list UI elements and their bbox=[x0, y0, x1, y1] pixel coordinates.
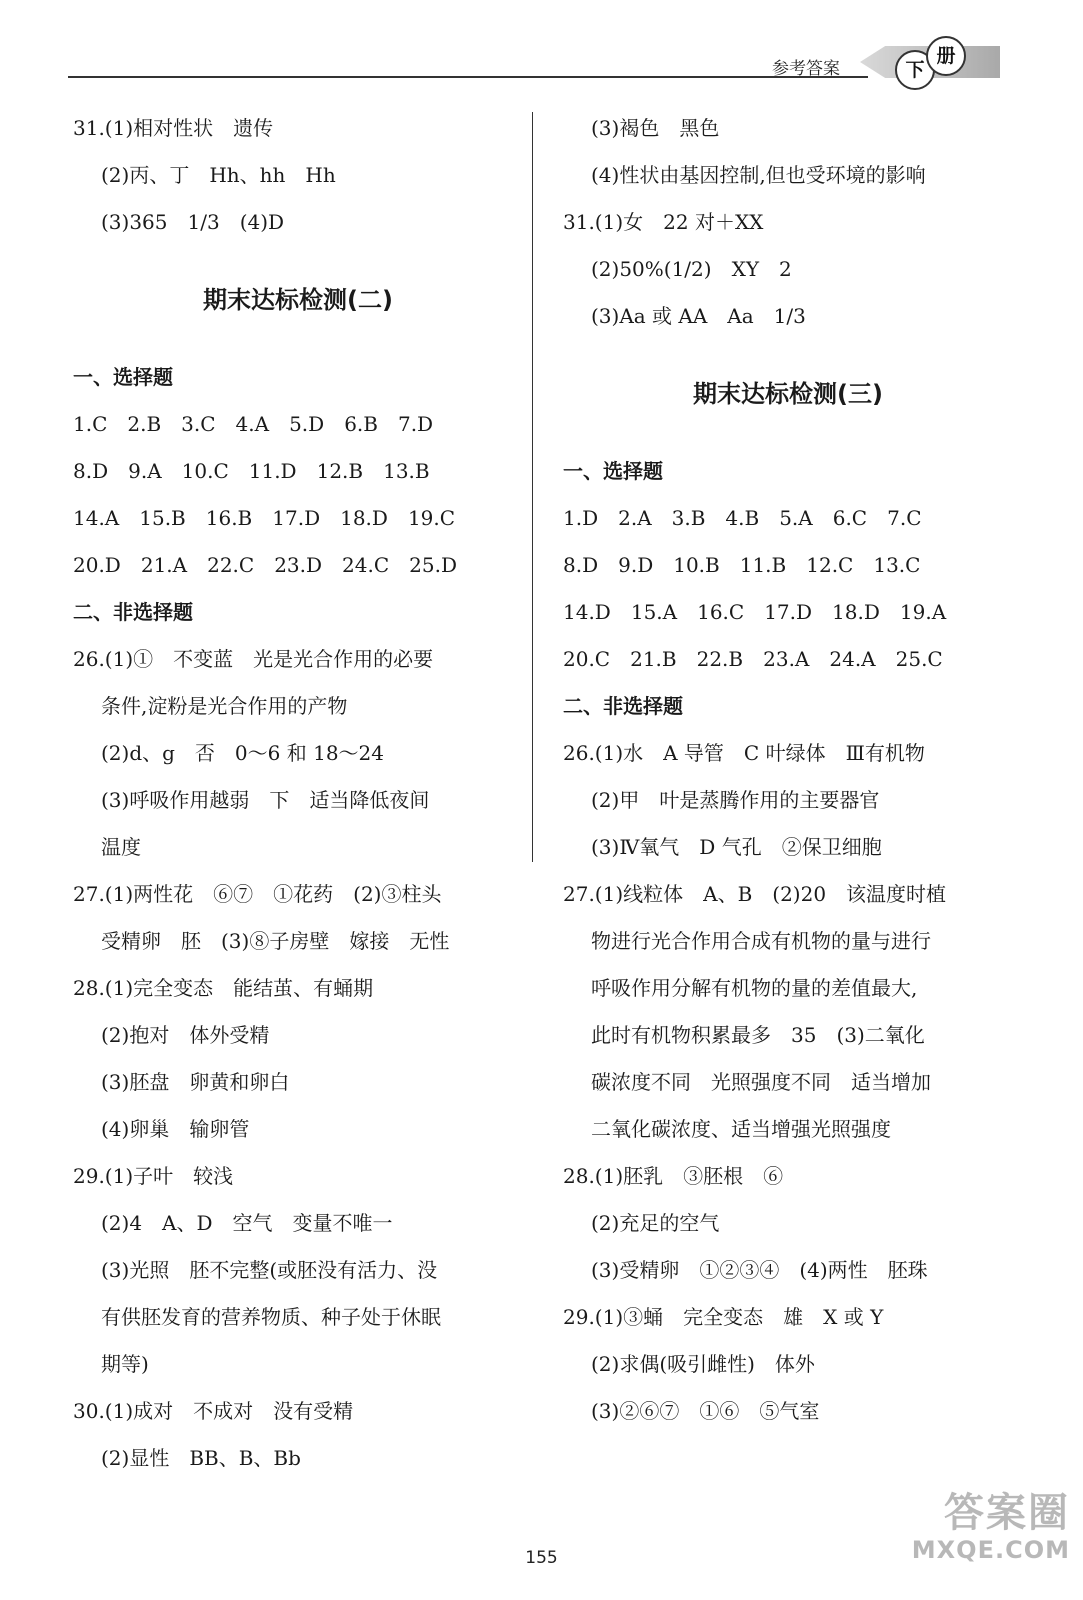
answer-line: 受精卵 胚 (3)⑧子房壁 嫁接 无性 bbox=[101, 929, 450, 953]
answer-line: (3)365 1/3 (4)D bbox=[101, 210, 285, 234]
choice-line: 20.C 21.B 22.B 23.A 24.A 25.C bbox=[563, 647, 943, 671]
left-column bbox=[73, 105, 523, 1482]
answer-line: (3)胚盘 卵黄和卵白 bbox=[101, 1070, 290, 1094]
answer-line: 27.(1)两性花 ⑥⑦ ①花药 (2)③柱头 bbox=[73, 882, 442, 906]
watermark-top: 答案圈 bbox=[944, 1490, 1070, 1536]
page-header bbox=[0, 0, 1083, 90]
answer-line: (4)性状由基因控制,但也受环境的影响 bbox=[591, 163, 926, 187]
column-divider bbox=[532, 112, 533, 862]
answer-line: 28.(1)完全变态 能结茧、有蛹期 bbox=[73, 976, 374, 1000]
answer-line: (4)卵巢 输卵管 bbox=[101, 1117, 250, 1141]
answer-line: (3)Aa 或 AA Aa 1/3 bbox=[591, 304, 806, 328]
answer-line: 29.(1)子叶 较浅 bbox=[73, 1164, 234, 1188]
right-column bbox=[563, 105, 1013, 1435]
answer-line: (2)显性 BB、B、Bb bbox=[101, 1446, 301, 1470]
choice-line: 1.D 2.A 3.B 4.B 5.A 6.C 7.C bbox=[563, 506, 922, 530]
volume-badge-right: 册 bbox=[926, 36, 966, 76]
answer-line: 温度 bbox=[101, 835, 141, 859]
section-heading: 二、非选择题 bbox=[73, 600, 193, 624]
choice-line: 1.C 2.B 3.C 4.A 5.D 6.B 7.D bbox=[73, 412, 434, 436]
header-label: 参考答案 bbox=[772, 59, 840, 79]
answer-line: 二氧化碳浓度、适当增强光照强度 bbox=[591, 1117, 891, 1141]
answer-line: 26.(1)水 A 导管 C 叶绿体 Ⅲ有机物 bbox=[563, 741, 925, 765]
volume-badge-left: 下 bbox=[895, 50, 935, 90]
choice-line: 8.D 9.D 10.B 11.B 12.C 13.C bbox=[563, 553, 921, 577]
answer-line: (3)②⑥⑦ ①⑥ ⑤气室 bbox=[591, 1399, 820, 1423]
watermark bbox=[900, 1490, 1070, 1564]
answer-line: 28.(1)胚乳 ③胚根 ⑥ bbox=[563, 1164, 784, 1188]
answer-line: 碳浓度不同 光照强度不同 适当增加 bbox=[591, 1070, 931, 1094]
section-title: 期末达标检测(二) bbox=[203, 286, 393, 314]
answer-line: (3)光照 胚不完整(或胚没有活力、没 bbox=[101, 1258, 438, 1282]
answer-line: 26.(1)① 不变蓝 光是光合作用的必要 bbox=[73, 647, 434, 671]
answer-line: (2)丙、丁 Hh、hh Hh bbox=[101, 163, 336, 187]
watermark-bottom: MXQE.COM bbox=[911, 1536, 1070, 1564]
header-rule bbox=[68, 76, 868, 78]
answer-line: 有供胚发育的营养物质、种子处于休眠 bbox=[101, 1305, 441, 1329]
choice-line: 8.D 9.A 10.C 11.D 12.B 13.B bbox=[73, 459, 430, 483]
choice-line: 14.A 15.B 16.B 17.D 18.D 19.C bbox=[73, 506, 456, 530]
answer-line: 呼吸作用分解有机物的量的差值最大, bbox=[591, 976, 918, 1000]
answer-line: (2)抱对 体外受精 bbox=[101, 1023, 270, 1047]
page-number: 155 bbox=[525, 1548, 558, 1568]
answer-line: 条件,淀粉是光合作用的产物 bbox=[101, 694, 348, 718]
choice-line: 14.D 15.A 16.C 17.D 18.D 19.A bbox=[563, 600, 947, 624]
answer-line: 物进行光合作用合成有机物的量与进行 bbox=[591, 929, 931, 953]
answer-line: (2)d、g 否 0～6 和 18～24 bbox=[101, 741, 384, 765]
section-heading: 一、选择题 bbox=[563, 459, 663, 483]
answer-line: (2)4 A、D 空气 变量不唯一 bbox=[101, 1211, 393, 1235]
choice-line: 20.D 21.A 22.C 23.D 24.C 25.D bbox=[73, 553, 457, 577]
answer-line: (3)褐色 黑色 bbox=[591, 116, 720, 140]
answer-line: 30.(1)成对 不成对 没有受精 bbox=[73, 1399, 354, 1423]
answer-line: (3)呼吸作用越弱 下 适当降低夜间 bbox=[101, 788, 430, 812]
answer-line: 期等) bbox=[101, 1352, 149, 1376]
answer-line: 31.(1)相对性状 遗传 bbox=[73, 116, 274, 140]
answer-line: (2)求偶(吸引雌性) 体外 bbox=[591, 1352, 815, 1376]
section-title: 期末达标检测(三) bbox=[693, 380, 883, 408]
answer-line: 31.(1)女 22 对＋XX bbox=[563, 210, 764, 234]
section-heading: 一、选择题 bbox=[73, 365, 173, 389]
answer-line: (3)受精卵 ①②③④ (4)两性 胚珠 bbox=[591, 1258, 928, 1282]
answer-line: 29.(1)③蛹 完全变态 雄 X 或 Y bbox=[563, 1305, 884, 1329]
answer-line: 27.(1)线粒体 A、B (2)20 该温度时植 bbox=[563, 882, 947, 906]
section-heading: 二、非选择题 bbox=[563, 694, 683, 718]
answer-line: (3)Ⅳ氧气 D 气孔 ②保卫细胞 bbox=[591, 835, 882, 859]
answer-line: 此时有机物积累最多 35 (3)二氧化 bbox=[591, 1023, 925, 1047]
answer-line: (2)50%(1/2) XY 2 bbox=[591, 257, 792, 281]
answer-line: (2)甲 叶是蒸腾作用的主要器官 bbox=[591, 788, 880, 812]
answer-line: (2)充足的空气 bbox=[591, 1211, 720, 1235]
